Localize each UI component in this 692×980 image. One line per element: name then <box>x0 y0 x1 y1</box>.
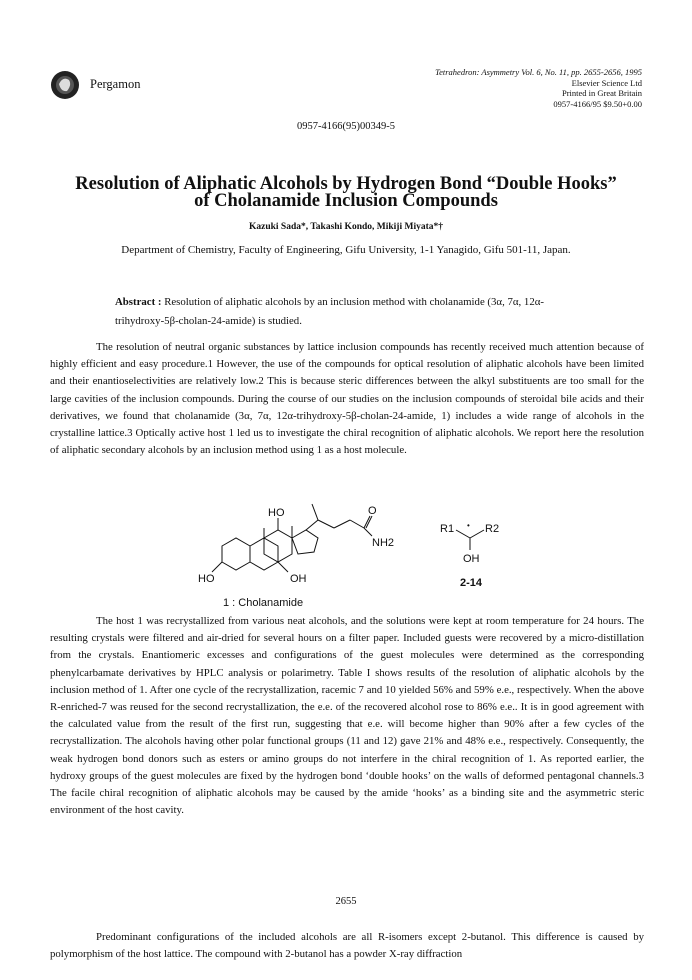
abstract-label: Abstract : <box>115 296 162 308</box>
citation-publisher: Elsevier Science Ltd <box>571 77 642 88</box>
cholanamide-structure <box>212 504 372 572</box>
page-number: 2655 <box>335 896 357 907</box>
host-label: 1 : Cholanamide <box>223 597 304 609</box>
guest-label: 2-14 <box>460 577 483 589</box>
stereocenter-dot: • <box>467 521 470 530</box>
atom-oh-right: OH <box>290 573 307 585</box>
ring-d <box>292 530 318 554</box>
abstract <box>115 293 590 331</box>
atom-r1: R1 <box>440 523 455 535</box>
atom-nh2: NH2 <box>372 537 395 549</box>
title-line-1: Resolution of Aliphatic Alcohols by Hydrogen Bond “Double Hooks” <box>75 174 617 194</box>
doi: 0957-4166(95)00349-5 <box>297 121 395 132</box>
atom-oh-guest: OH <box>463 553 480 565</box>
abstract-text: Resolution of aliphatic alcohols by an inclusion method with cholanamide (3α, 7α, 12α-trihydroxy-5β-cholan-24-amide) is studied. <box>115 296 544 327</box>
authors: Kazuki Sada*, Takashi Kondo, Mikiji Miyata*† <box>248 222 443 232</box>
guest-structure <box>456 530 484 550</box>
pergamon-logo-icon <box>50 70 80 100</box>
atom-carbonyl-o: O <box>368 505 377 517</box>
atom-ho-top: HO <box>268 507 285 519</box>
journal-citation <box>342 67 642 109</box>
citation-printed: Printed in Great Britain <box>561 88 642 99</box>
paragraph-configurations: Predominant configurations of the included alcohols are all R-isomers except 2-butanol. This difference is caused by polymorphism of the host lattice. The compound with 2-butanol has a powder X-ray diffraction <box>50 931 644 961</box>
paper-title <box>60 176 632 210</box>
atom-ho-left: HO <box>198 573 215 585</box>
citation-journal: Tetrahedron: Asymmetry Vol. 6, No. 11, pp. 2655-2656, 1995 <box>435 67 642 77</box>
citation-issn: 0957-4166/95 $9.50+0.00 <box>553 98 642 109</box>
paragraph-results: The host 1 was recrystallized from various neat alcohols, and the solutions were kept at room temperature for 24 hours. The resulting crystals were filtered and air-dried for several hours on a filter paper. Included guests were recovered by a micro-distillation from the crystals. Enantiomeric excesses and configurations of the guest molecules were determined as the corresponding phenylcarbamate derivatives by HPLC analysis or polarimetry. Table I shows results of the resolution of aliphatic alcohols by the inclusion method of 1. After one cycle of the recrystallization, racemic 7 and 10 yielded 56% and 59% e.e., respectively. When the above R-enriched-7 was reused for the second recrystallization, the e.e. of the recovered alcohol rose to 86% e.e.. It is in good agreement with the calculated value from the result of the first run, suggesting that e.e. will become higher than 90% after a few cycles of the recrystallization. The alcohols having other polar functional groups (11 and 12) gave 21% and 48% e.e., respectively. Consequently, the weak hydrogen bond donors such as esters or amino groups do not interfere in the chiral recognition of 1. As reported earlier, the hydroxy groups of the guest molecules are fixed by the hydrogen bond ‘double hooks’ on the walls of deformed pentagonal channels.3 The facile chiral recognition of aliphatic alcohols may be caused by the amide ‘hooks’ as a binding site and the asymmetric steric environment of the host cavity. <box>50 615 644 817</box>
affiliation: Department of Chemistry, Faculty of Engineering, Gifu University, 1-1 Yanagido, Gifu 501-11, Japan. <box>121 244 571 256</box>
atom-r2: R2 <box>485 523 500 535</box>
chemical-scheme <box>0 490 692 615</box>
title-line-2: of Cholanamide Inclusion Compounds <box>194 191 498 211</box>
ring-a <box>222 538 250 570</box>
publisher-name: Pergamon <box>90 77 141 91</box>
paragraph-intro: The resolution of neutral organic substances by lattice inclusion compounds has recently received much attention because of highly efficient and easy procedure.1 However, the use of the compounds for optical resolution of aliphatic alcohols have been limited and their enantioselectivities are relatively low.2 This is because steric differences between the alkyl substituents are too small for the large cavities of the inclusion compounds. During the course of our studies on the inclusion compounds of steroidal bile acids and their derivatives, we found that cholanamide (3α, 7α, 12α-trihydroxy-5β-cholan-24-amide, 1) includes a wide range of alcohols in the crystalline lattice.3 Optically active host 1 led us to investigate the chiral recognition of aliphatic alcohols. We report here the resolution of aliphatic secondary alcohols by an inclusion method using 1 as a host molecule. <box>50 341 644 457</box>
